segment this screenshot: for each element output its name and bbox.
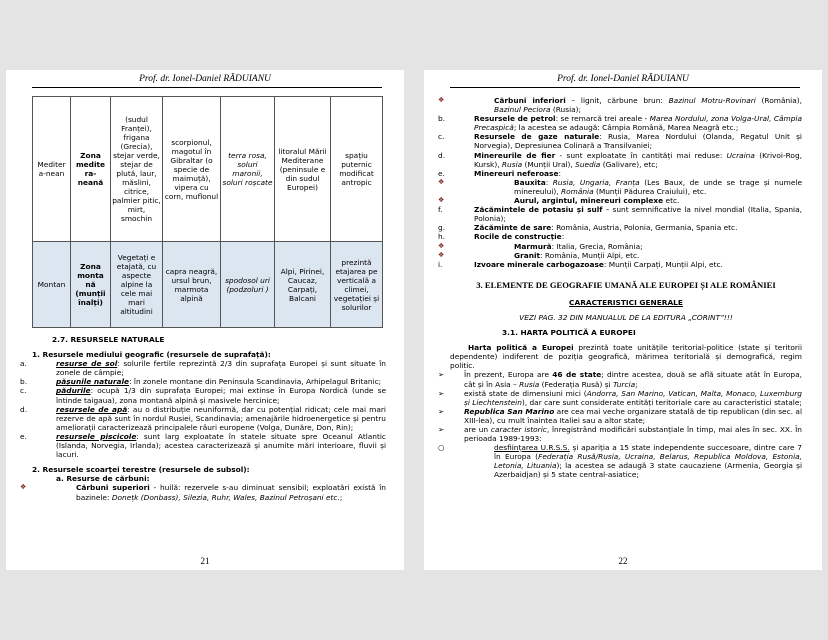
- manual-note: VEZI PAG. 32 DIN MANUALUL DE LA EDITURA „CORINT”!!!: [519, 312, 733, 322]
- arrow-bullet-icon: ➢: [438, 406, 445, 416]
- circle-bullet-icon: ○: [438, 443, 445, 453]
- table-cell: (sudul Franței), frigana (Grecia), stejar verde, stejar de plută, laur, măslini, citrice, palmier pitic, mirt, smochin: [111, 97, 163, 242]
- table-cell: Vegetați e etajată, cu aspecte alpine la cele mai mari altitudini: [111, 242, 163, 328]
- right-page: [424, 70, 822, 570]
- section-heading: 1. Resursele mediului geografic (resursele de suprafață):: [32, 350, 271, 360]
- section-heading: 2.7. RESURSELE NATURALE: [52, 335, 165, 344]
- list-item: e. Minereuri neferoase:: [438, 168, 561, 178]
- subsection-heading: CARACTERISTICI GENERALE: [569, 297, 683, 307]
- arrow-bullet-icon: ➢: [438, 425, 445, 434]
- list-item: ❖ Marmură: Italia, Grecia, România;: [438, 241, 643, 251]
- table-cell: Alpi, Pirinei, Caucaz, Carpați, Balcani: [275, 242, 331, 328]
- list-item: ➢ are un caracter istoric, înregistrând modificări substanțiale în timp, mai ales în sec. XX. În perioada 1989-1993:: [438, 425, 802, 444]
- table-cell: litoralul Mării Mediterane (peninsule e din sudul Europei): [275, 97, 331, 242]
- table-cell: Montan: [33, 242, 71, 328]
- list-item: d. Minereurile de fier - sunt exploatate în cantități mai reduse: Ucraina (Krivoi-Rog, Kursk), Rusia (Munții Ural), Suedia (Galivare), etc;: [438, 150, 802, 169]
- list-item: b. pășunile naturale: în zonele montane din Peninsula Scandinavia, Arhipelagul Britanic;: [20, 377, 382, 387]
- list-item: ➢ Republica San Marino are cea mai veche organizare statală de tip republican (din sec. al XIII-lea), cu mult înaintea Italiei sau a altor state;: [438, 406, 802, 425]
- list-item: f. Zăcămintele de potasiu și sulf – sunt semnificative la nivel mondial (Italia, Spania, Polonia);: [438, 205, 802, 224]
- list-item: ○ desființarea U.R.S.S. și apariția a 15 state independente succesoare, dintre care 7 în Europa (Federația Rusă/Rusia, Ucraina, Belarus, Republica Moldova, Estonia, Letonia, Lituania); la acestea se adaugă 3 state caucaziene (Armenia, Georgia și Azerbaidjan) și 5 state central-asiatice;: [438, 443, 803, 480]
- diamond-bullet-icon: ❖: [438, 96, 445, 104]
- biome-table: [32, 96, 383, 328]
- list-item: a. resurse de sol: solurile fertile reprezintă 2/3 din suprafața Europei și sunt situate în zonele de câmpie;: [20, 359, 386, 378]
- list-item: c. pădurile: ocupă 1/3 din suprafața Europei; mai extinse în Europa Nordică (unde se întinde taigaua), zona montană alpină și masivele hercinice;: [20, 386, 386, 405]
- list-item: e. resursele piscicole: sunt larg exploatate în statele situate spre Oceanul Atlantic (Islanda, Norvegia, Irlanda); acestea caracterizează și anumite mări interioare, fluvii și lacuri.: [20, 431, 386, 460]
- list-item: i. Izvoare minerale carbogazoase: Munții Carpați, Munții Alpi, etc.: [438, 259, 723, 269]
- left-body: [20, 335, 386, 502]
- list-item: c. Resursele de gaze naturale: Rusia, Marea Nordului (Olanda, Regatul Unit și Norvegia), Depresiunea Colinară a Transilvaniei;: [438, 132, 802, 151]
- header-rule-right: [450, 87, 800, 88]
- paragraph: Harta politică a Europei prezintă toate unitățile teritorial-politice (state și teritorii dependente) indiferent de poziția geografică, mărimea teritorială și demografică, regim politic.: [450, 343, 803, 371]
- page-header-right: Prof. dr. Ionel-Daniel RĂDUIANU: [557, 74, 689, 84]
- list-item: ❖ Cărbuni inferiori – lignit, cărbune brun: Bazinul Motru-Rovinari (România), Bazinul Peciora (Rusia);: [438, 96, 802, 115]
- list-item: g. Zăcăminte de sare: România, Austria, Polonia, Germania, Spania etc.: [438, 223, 738, 233]
- page-number-left: 21: [200, 556, 210, 566]
- table-cell: capra neagră, ursul brun, marmota alpină: [163, 242, 221, 328]
- list-item: ❖ Bauxita: Rusia, Ungaria, Franța (Les Baux, de unde se trage și numele minereului), România (Munții Pădurea Craiului), etc.: [438, 177, 803, 196]
- right-body: [438, 96, 803, 480]
- table-cell: spodosol uri (podzoluri ): [221, 242, 275, 328]
- diamond-bullet-icon: ❖: [438, 196, 445, 205]
- diamond-bullet-icon: ❖: [20, 483, 27, 492]
- table-cell: Zona monta nă (munții înalți): [71, 242, 111, 328]
- table-cell: scorpionul, magotul în Gibraltar (o specie de maimuță), vipera cu corn, muflonul: [163, 97, 221, 242]
- left-page: [6, 70, 404, 570]
- table-row: [33, 97, 383, 242]
- header-rule-left: [32, 87, 382, 88]
- list-item: ❖ Granit: România, Munții Alpi, etc.: [438, 250, 640, 260]
- list-item: h. Rocile de construcție:: [438, 232, 565, 242]
- subsection-heading: 3.1. HARTA POLITICĂ A EUROPEI: [502, 328, 636, 338]
- table-cell: prezintă etajarea pe verticală a climei, vegetației și solurilor: [331, 242, 383, 328]
- diamond-bullet-icon: ❖: [438, 177, 445, 186]
- subsection-heading: a. Resurse de cărbuni:: [56, 474, 150, 484]
- diamond-bullet-icon: ❖: [438, 250, 445, 259]
- diamond-bullet-icon: ❖: [438, 241, 445, 250]
- table-cell: Mediter a-nean: [33, 97, 71, 242]
- list-item: d. resursele de apă: au o distribuție neuniformă, dar cu potențial ridicat; cele mai mari rezerve de apă sunt în nordul Rusiei, Scandinavia; amenajările hidroenergetice și pentru ameliorații caracterizează principalele râuri europene (Volga, Dunăre, Don, Rin);: [20, 404, 386, 432]
- list-item: ❖ Cărbuni superiori - huilă: rezervele s-au diminuat sensibil; exploatări există în bazinele: Donețk (Donbass), Silezia, Ruhr, Wales, Bazinul Petroșani etc.;: [20, 483, 386, 502]
- list-item: b. Resursele de petrol: se remarcă trei areale - Marea Nordului, zona Volga-Ural, Câmpia Precaspică; la acestea se adaugă: Câmpia Română, Marea Neagră etc.;: [438, 114, 802, 133]
- table-cell: Zona medite ra-neană: [71, 97, 111, 242]
- section-heading: 3. ELEMENTE DE GEOGRAFIE UMANĂ ALE EUROPEI ȘI ALE ROMÂNIEI: [476, 279, 776, 290]
- table-cell: terra rosa, soluri maronii, soluri roșcate: [221, 97, 275, 242]
- section-heading: 2. Resursele scoarței terestre (resursele de subsol):: [32, 465, 250, 475]
- list-item: ❖ Aurul, argintul, minereuri complexe etc.: [438, 196, 680, 206]
- list-item: ➢ În prezent, Europa are 46 de state; dintre acestea, două se află situate atât în Europa, cât și în Asia – Rusia (Federația Rusă) și Turcia;: [438, 370, 803, 389]
- table-cell: spațiu puternic modificat antropic: [331, 97, 383, 242]
- arrow-bullet-icon: ➢: [438, 370, 445, 380]
- arrow-bullet-icon: ➢: [438, 388, 445, 398]
- page-header-left: Prof. dr. Ionel-Daniel RĂDUIANU: [139, 74, 271, 84]
- page-number-right: 22: [618, 556, 628, 566]
- list-item: ➢ există state de dimensiuni mici (Andorra, San Marino, Vatican, Malta, Monaco, Luxemburg și Liechtenstein), dar care sunt considerate entități teritoriale care au caracteristici statale;: [438, 388, 802, 407]
- table-row: [33, 242, 383, 328]
